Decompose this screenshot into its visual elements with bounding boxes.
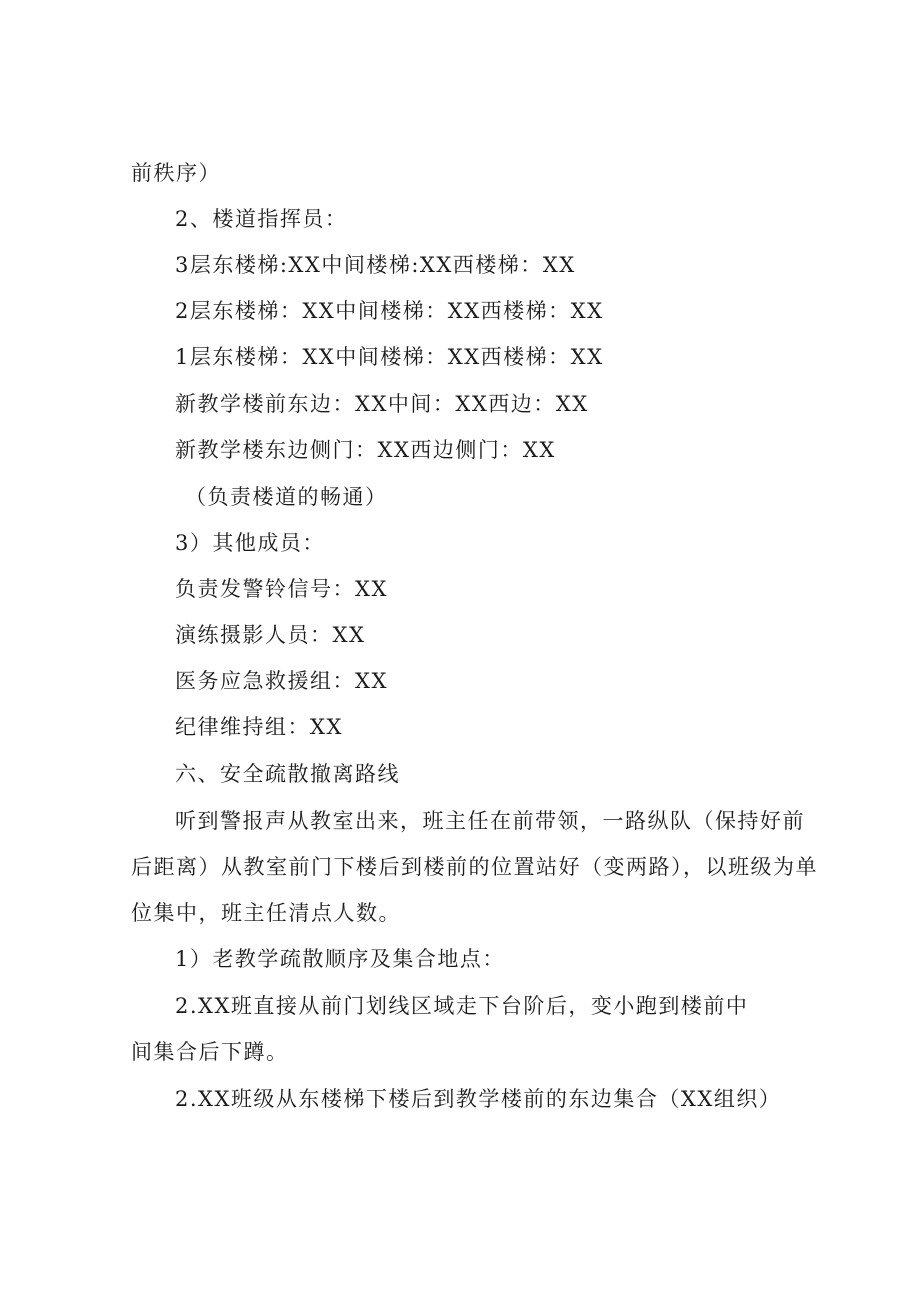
- paragraph-line-1: 听到警报声从教室出来，班主任在前带领，一路纵队（保持好前: [175, 809, 805, 833]
- text-line-floor-3: 3层东楼梯:XX中间楼梯:XX西楼梯：XX: [175, 253, 576, 277]
- text-line-order-tail: 前秩序）: [131, 161, 221, 185]
- text-line-floor-2: 2层东楼梯：XX中间楼梯：XX西楼梯：XX: [175, 299, 604, 323]
- text-line-new-building-front: 新教学楼前东边：XX中间：XX西边：XX: [175, 392, 589, 416]
- paragraph-line-2: 后距离）从教室前门下楼后到楼前的位置站好（变两路），以班级为单: [131, 855, 818, 879]
- text-line-floor-1: 1层东楼梯：XX中间楼梯：XX西楼梯：XX: [175, 345, 604, 369]
- text-line-class-front-door: 2.XX班直接从前门划线区域走下台阶后，变小跑到楼前中: [175, 994, 749, 1018]
- text-line-alarm-signal: 负责发警铃信号：XX: [175, 577, 388, 601]
- text-line-new-building-side: 新教学楼东边侧门：XX西边侧门：XX: [175, 438, 556, 462]
- heading-other-members: 3）其他成员：: [175, 531, 325, 555]
- text-line-photographer: 演练摄影人员：XX: [175, 623, 366, 647]
- heading-old-building-order: 1）老教学疏散顺序及集合地点：: [175, 947, 505, 971]
- paragraph-line-3: 位集中，班主任清点人数。: [131, 901, 401, 925]
- heading-stair-commanders: 2、楼道指挥员：: [175, 207, 348, 231]
- text-line-discipline-team: 纪律维持组：XX: [175, 715, 343, 739]
- text-line-medical-team: 医务应急救援组：XX: [175, 669, 388, 693]
- text-line-class-east-stairs: 2.XX班级从东楼梯下楼后到教学楼前的东边集合（XX组织）: [175, 1087, 782, 1111]
- text-line-class-front-door-cont: 间集合后下蹲。: [131, 1040, 289, 1064]
- text-line-responsibility-note: （负责楼道的畅通）: [185, 485, 388, 509]
- heading-evacuation-route: 六、安全疏散撤离路线: [175, 762, 400, 786]
